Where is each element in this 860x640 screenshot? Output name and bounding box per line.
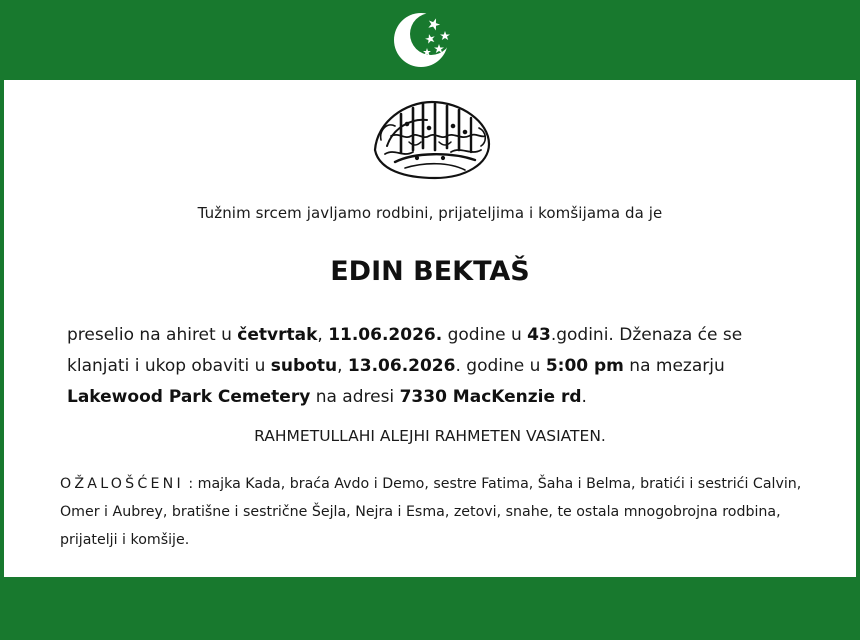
obituary-card [4, 80, 856, 577]
funeral-time: 5:00 pm [545, 356, 624, 376]
intro-text: Tužnim srcem javljamo rodbini, prijateljima i komšijama da je [197, 204, 663, 222]
death-date: 11.06.2026. [328, 325, 443, 345]
mourners-text: : majka Kada, braća Avdo i Demo, sestre Fatima, Šaha i Belma, bratići i sestrići Calvin, Omer i Aubrey, bratišne i sestrične Šejla, Nejra i Esma, zetovi, snahe, te ostala mnogobrojna rodbina, prijatelji i komšije. [60, 476, 802, 548]
funeral-details: preselio na ahiret u četvrtak, 11.06.2026. godine u 43.godini. Dženaza će se klanjati i ukop obaviti u subotu, 13.06.2026. godine u 5:00 pm na mezarju Lakewood Park Cemetery na adresi 7330 MacKenzie rd. [67, 325, 743, 407]
cemetery-address: 7330 MacKenzie rd [399, 387, 582, 407]
cemetery-name: Lakewood Park Cemetery [67, 387, 311, 407]
mourners-list [60, 470, 820, 554]
arabic-calligraphy-emblem [365, 92, 499, 184]
death-day: četvrtak [237, 325, 318, 345]
funeral-date: 13.06.2026 [347, 356, 456, 376]
crescent-and-stars-icon [387, 4, 459, 76]
mourners-label: OŽALOŠĆENI [60, 476, 184, 492]
funeral-day: subotu [270, 356, 338, 376]
prayer-text: RAHMETULLAHI ALEJHI RAHMETEN VASIATEN. [254, 427, 606, 445]
age: 43 [527, 325, 551, 345]
deceased-name: EDIN BEKTAŠ [330, 256, 530, 287]
